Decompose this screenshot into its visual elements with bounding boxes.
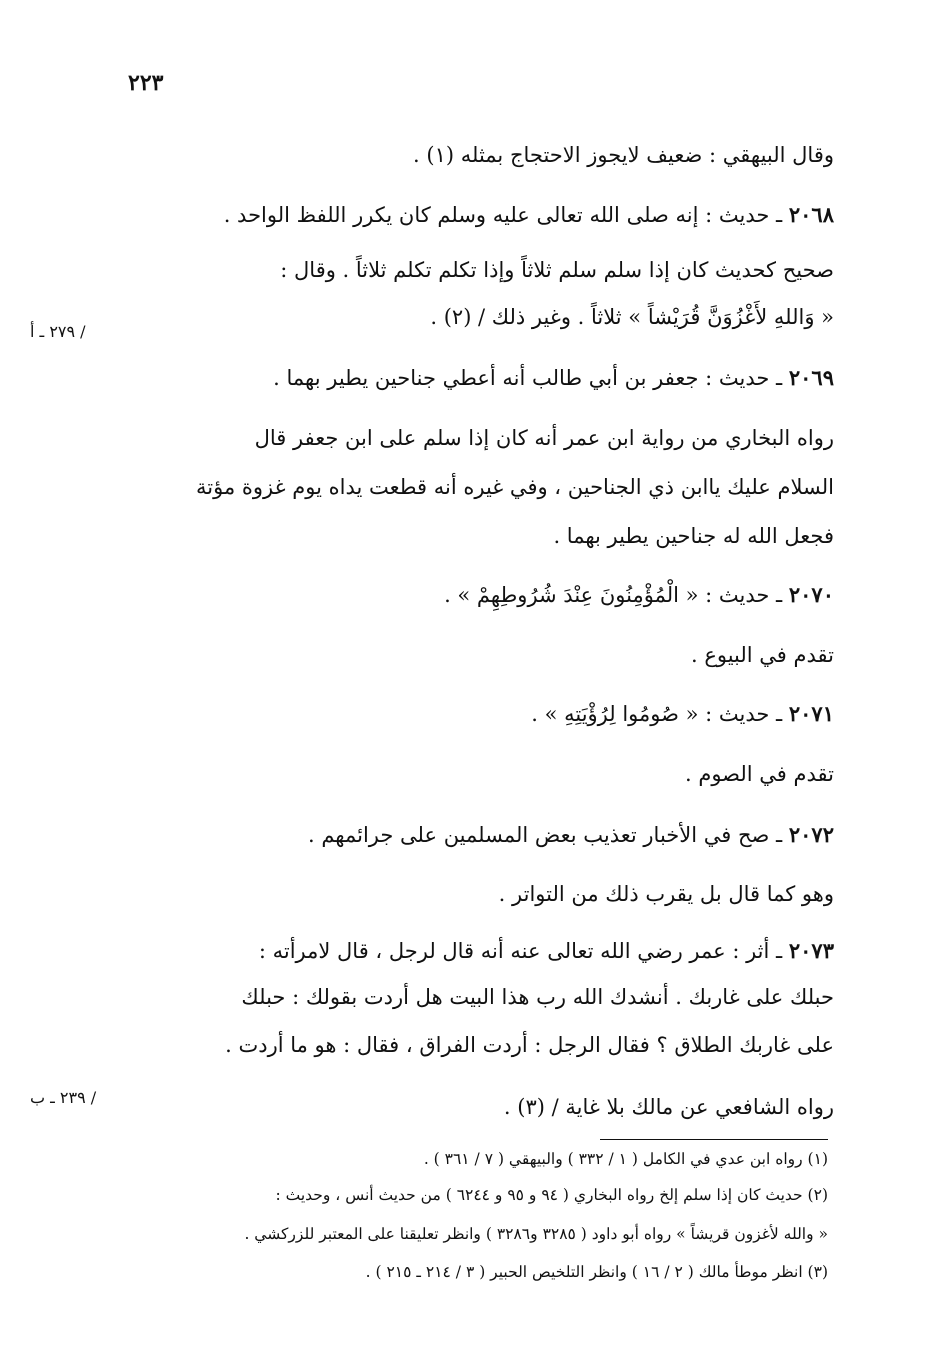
entry-number: ٢٠٧٢ <box>788 822 834 847</box>
text-line: صحيح كحديث كان إذا سلم سلم ثلاثاً وإذا تكلم تكلم ثلاثاً . وقال : <box>280 258 834 282</box>
footnote-2-continued: « والله لأغزون قريشاً » رواه أبو داود ( ٣٢٨٥ و٣٢٨٦ ) وانظر تعليقنا على المعتبر للزركشي . <box>244 1225 828 1243</box>
text-line: على غاربك الطلاق ؟ فقال الرجل : أردت الفراق ، فقال : هو ما أردت . <box>225 1033 834 1057</box>
text-line: تقدم في البيوع . <box>690 643 834 667</box>
hadith-entry-2069 <box>128 365 834 391</box>
entry-text: ـ حديث : جعفر بن أبي طالب أنه أعطي جناحين يطير بهما . <box>273 366 789 390</box>
text-line: رواه البخاري من رواية ابن عمر أنه كان إذا سلم على ابن جعفر قال <box>254 426 834 450</box>
entry-number: ٢٠٧٣ <box>788 938 834 963</box>
hadith-entry-2071 <box>128 701 834 727</box>
hadith-entry-2070 <box>128 582 834 608</box>
entry-number: ٢٠٧٠ <box>788 582 834 607</box>
hadith-entry-2072 <box>128 822 834 848</box>
text-line: « وَاللهِ لأَغْزُوَنَّ قُرَيْشاً » ثلاثاً . وغير ذلك / (٢) . <box>430 305 834 329</box>
text-line: وهو كما قال بل يقرب ذلك من التواتر . <box>498 882 834 906</box>
hadith-entry-2068 <box>128 202 834 228</box>
entry-number: ٢٠٦٨ <box>788 202 834 227</box>
footnote-1: (١) رواه ابن عدي في الكامل ( ١ / ٣٣٢ ) والبيهقي ( ٧ / ٣٦١ ) . <box>423 1150 828 1168</box>
footnote-2: (٢) حديث كان إذا سلم إلخ رواه البخاري ( ٩٤ و ٩٥ و ٦٢٤٤ ) من حديث أنس ، وحديث : <box>275 1186 828 1204</box>
entry-text: ـ أثر : عمر رضي الله تعالى عنه أنه قال لرجل ، قال لامرأته : <box>258 939 789 963</box>
manuscript-folio-ref: / ٢٧٩ ـ أ <box>30 322 86 341</box>
footnote-divider <box>600 1139 828 1140</box>
hadith-entry-2073 <box>128 938 834 964</box>
entry-text: ـ صح في الأخبار تعذيب بعض المسلمين على جرائمهم . <box>307 823 789 847</box>
text-line: السلام عليك ياابن ذي الجناحين ، وفي غيره أنه قطعت يداه يوم غزوة مؤتة <box>196 475 834 499</box>
text-line: وقال البيهقي : ضعيف لايجوز الاحتجاج بمثله (١) . <box>413 143 834 167</box>
text-line: حبلك على غاربك . أنشدك الله رب هذا البيت هل أردت بقولك : حبلك <box>241 985 834 1009</box>
entry-text: ـ حديث : « الْمُؤْمِنُونَ عِنْدَ شُرُوطِهِمْ » . <box>444 583 789 607</box>
entry-number: ٢٠٦٩ <box>788 365 834 390</box>
footnote-3: (٣) انظر موطأ مالك ( ٢ / ١٦ ) وانظر التلخيص الحبير ( ٣ / ٢١٤ ـ ٢١٥ ) . <box>365 1263 828 1281</box>
text-line: فجعل الله له جناحين يطير بهما . <box>553 524 834 548</box>
text-line: رواه الشافعي عن مالك بلا غاية / (٣) . <box>503 1095 834 1119</box>
entry-number: ٢٠٧١ <box>788 701 834 726</box>
entry-text: ـ حديث : إنه صلى الله تعالى عليه وسلم كان يكرر اللفظ الواحد . <box>223 203 789 227</box>
manuscript-folio-ref: / ٢٣٩ ـ ب <box>30 1088 97 1107</box>
entry-text: ـ حديث : « صُومُوا لِرُؤْيَتِهِ » . <box>531 702 789 726</box>
text-line: تقدم في الصوم . <box>684 762 834 786</box>
page-number: ٢٢٣ <box>128 70 164 96</box>
